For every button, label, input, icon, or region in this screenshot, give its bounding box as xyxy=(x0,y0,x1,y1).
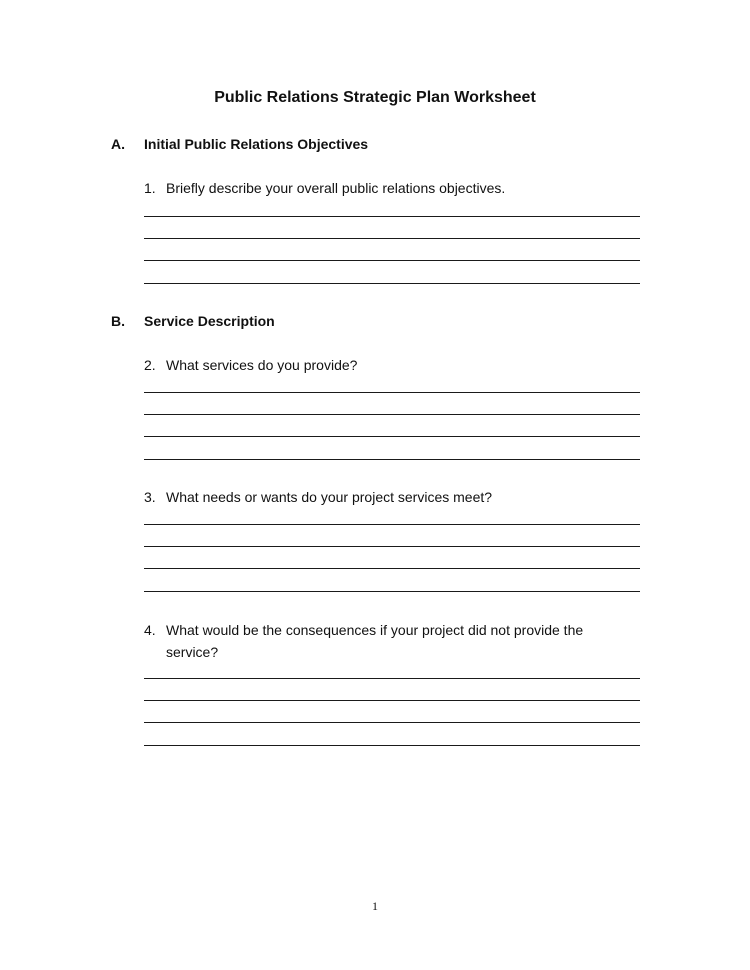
answer-line-q2-1[interactable] xyxy=(144,392,640,393)
answer-line-q1-1[interactable] xyxy=(144,216,640,217)
page-number: 1 xyxy=(372,899,378,913)
answer-line-q4-3[interactable] xyxy=(144,722,640,723)
answer-line-q3-2[interactable] xyxy=(144,546,640,547)
page-title: Public Relations Strategic Plan Worksheet xyxy=(214,89,536,106)
question-4-text: What would be the consequences if your project did not provide the service? xyxy=(166,622,584,660)
answer-line-q2-4[interactable] xyxy=(144,459,640,460)
answer-line-q1-2[interactable] xyxy=(144,238,640,239)
answer-line-q3-3[interactable] xyxy=(144,568,640,569)
section-a-heading: Initial Public Relations Objectives xyxy=(144,136,369,152)
answer-line-q2-2[interactable] xyxy=(144,414,640,415)
answer-line-q4-2[interactable] xyxy=(144,700,640,701)
answer-line-q4-1[interactable] xyxy=(144,678,640,679)
question-2-number: 2. xyxy=(144,357,156,373)
answer-line-q2-3[interactable] xyxy=(144,436,640,437)
section-a-letter: A. xyxy=(111,136,125,152)
question-1-number: 1. xyxy=(144,180,156,196)
question-3-number: 3. xyxy=(144,489,156,505)
answer-line-q3-1[interactable] xyxy=(144,524,640,525)
question-1-text: Briefly describe your overall public relations objectives. xyxy=(166,180,506,196)
question-3-text: What needs or wants do your project services meet? xyxy=(166,489,493,505)
answer-line-q3-4[interactable] xyxy=(144,591,640,592)
section-b-heading: Service Description xyxy=(144,313,275,329)
question-2-text: What services do you provide? xyxy=(166,357,358,373)
answer-line-q1-4[interactable] xyxy=(144,283,640,284)
question-4-number: 4. xyxy=(144,622,156,638)
answer-line-q1-3[interactable] xyxy=(144,260,640,261)
answer-line-q4-4[interactable] xyxy=(144,745,640,746)
section-b-letter: B. xyxy=(111,313,125,329)
